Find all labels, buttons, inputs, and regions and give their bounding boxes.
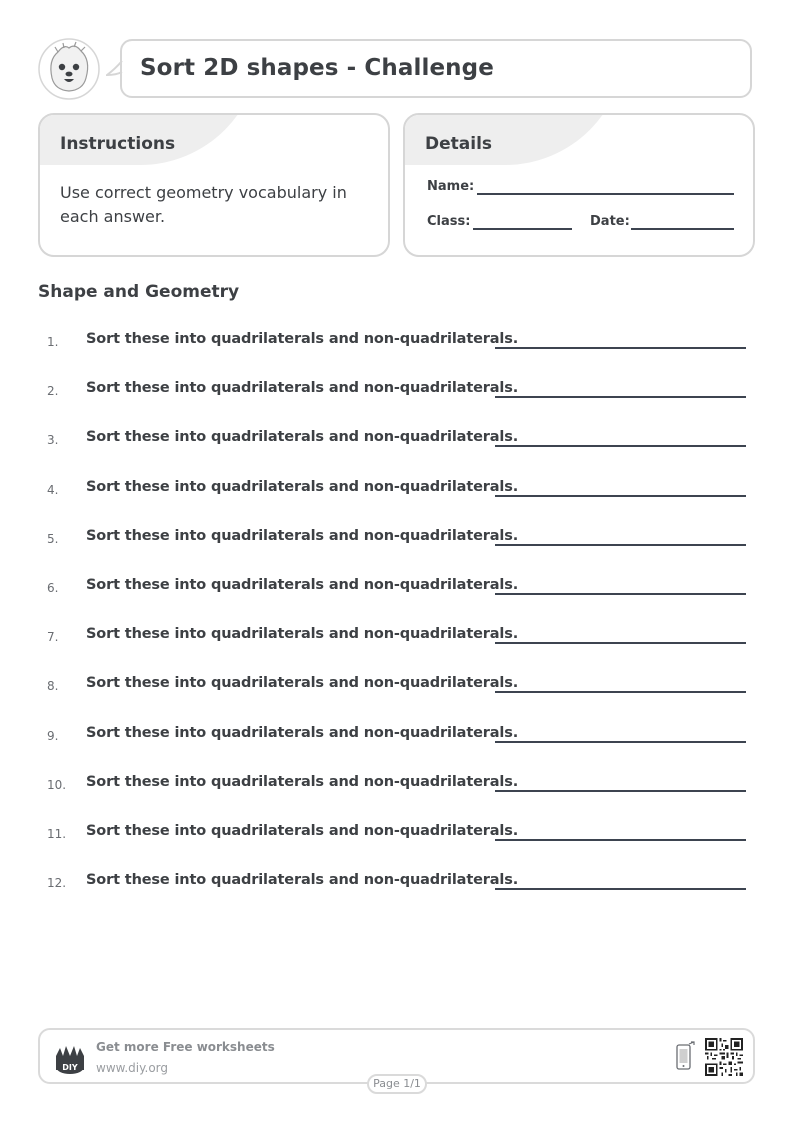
question-text: Sort these into quadrilaterals and non-quadrilaterals. (86, 626, 519, 642)
question-text: Sort these into quadrilaterals and non-quadrilaterals. (86, 577, 519, 593)
instructions-text: Use correct geometry vocabulary in each answer. (60, 183, 347, 226)
question-number: 11. (47, 827, 67, 841)
question-number: 1. (47, 335, 59, 349)
question-row (0, 526, 794, 550)
question-row (0, 575, 794, 599)
answer-line[interactable] (495, 495, 746, 497)
question-number: 8. (47, 679, 59, 693)
section-heading: Shape and Geometry (38, 282, 240, 302)
logo-text: DIY (62, 1063, 78, 1072)
question-row (0, 427, 794, 451)
date-field[interactable] (631, 228, 734, 230)
question-text: Sort these into quadrilaterals and non-quadrilaterals. (86, 675, 519, 691)
answer-line[interactable] (495, 347, 746, 349)
question-row (0, 870, 794, 894)
question-number: 5. (47, 532, 59, 546)
question-number: 12. (47, 876, 67, 890)
question-row (0, 329, 794, 353)
details-card (403, 113, 755, 257)
class-label: Class: (427, 214, 471, 229)
name-field[interactable] (477, 193, 734, 195)
footer-promo: Get more Free worksheets (96, 1040, 275, 1054)
question-number: 4. (47, 483, 59, 497)
question-row (0, 772, 794, 796)
question-text: Sort these into quadrilaterals and non-quadrilaterals. (86, 528, 519, 544)
title-box (120, 39, 752, 98)
answer-line[interactable] (495, 544, 746, 546)
answer-line[interactable] (495, 790, 746, 792)
details-heading: Details (425, 134, 493, 154)
question-text: Sort these into quadrilaterals and non-quadrilaterals. (86, 479, 519, 495)
mascot-icon (38, 38, 100, 100)
question-text: Sort these into quadrilaterals and non-quadrilaterals. (86, 380, 519, 396)
question-text: Sort these into quadrilaterals and non-quadrilaterals. (86, 774, 519, 790)
question-number: 7. (47, 630, 59, 644)
answer-line[interactable] (495, 741, 746, 743)
qr-code-icon[interactable] (705, 1038, 743, 1076)
diy-logo-icon[interactable] (52, 1040, 88, 1076)
answer-line[interactable] (495, 691, 746, 693)
question-row (0, 477, 794, 501)
instructions-heading: Instructions (60, 134, 176, 154)
answer-line[interactable] (495, 642, 746, 644)
answer-line[interactable] (495, 445, 746, 447)
page-title: Sort 2D shapes - Challenge (140, 55, 494, 81)
question-text: Sort these into quadrilaterals and non-quadrilaterals. (86, 725, 519, 741)
question-row (0, 673, 794, 697)
question-number: 6. (47, 581, 59, 595)
answer-line[interactable] (495, 888, 746, 890)
question-text: Sort these into quadrilaterals and non-quadrilaterals. (86, 872, 519, 888)
date-label: Date: (590, 214, 630, 229)
phone-icon (674, 1041, 696, 1073)
question-text: Sort these into quadrilaterals and non-quadrilaterals. (86, 331, 519, 347)
question-number: 9. (47, 729, 59, 743)
question-text: Sort these into quadrilaterals and non-quadrilaterals. (86, 823, 519, 839)
instructions-card (38, 113, 390, 257)
question-number: 3. (47, 433, 59, 447)
question-row (0, 624, 794, 648)
page-indicator: Page 1/1 (367, 1074, 427, 1094)
question-row (0, 723, 794, 747)
footer-url[interactable]: www.diy.org (96, 1061, 168, 1075)
question-row (0, 821, 794, 845)
answer-line[interactable] (495, 839, 746, 841)
answer-line[interactable] (495, 396, 746, 398)
question-text: Sort these into quadrilaterals and non-quadrilaterals. (86, 429, 519, 445)
question-row (0, 378, 794, 402)
question-number: 2. (47, 384, 59, 398)
answer-line[interactable] (495, 593, 746, 595)
name-label: Name: (427, 179, 475, 194)
question-number: 10. (47, 778, 67, 792)
class-field[interactable] (473, 228, 572, 230)
